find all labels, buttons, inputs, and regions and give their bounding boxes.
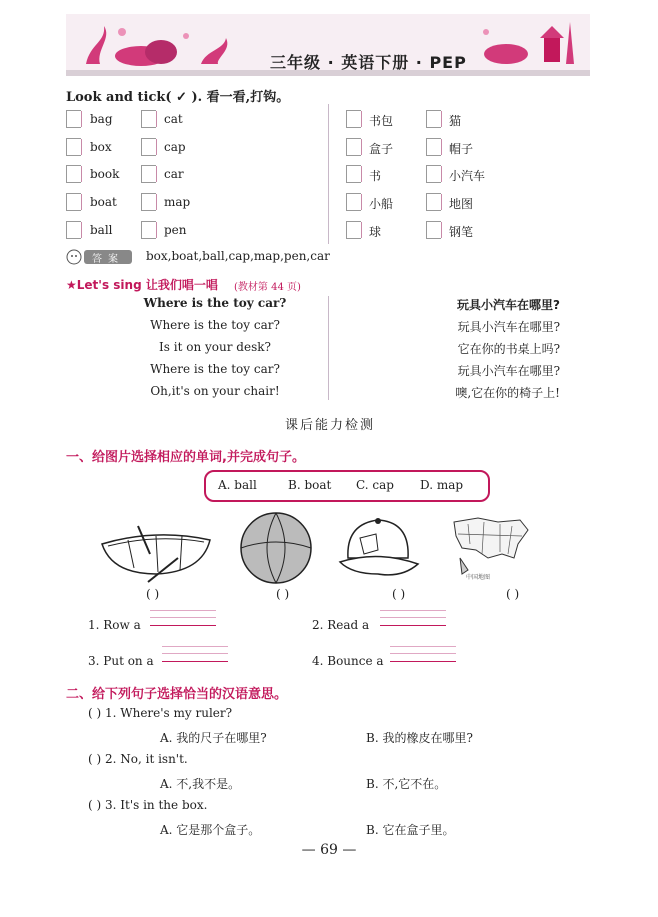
answer-bracket: ( ) bbox=[392, 587, 406, 601]
word-zh-right: 帽子 bbox=[449, 142, 474, 156]
header-title: 三年级 · 英语下册 · PEP bbox=[270, 53, 467, 72]
word-en-left: bag bbox=[90, 112, 113, 126]
word-en-left: ball bbox=[90, 223, 113, 237]
sentence-4: 4. Bounce a bbox=[312, 654, 384, 668]
word-zh-right: 地图 bbox=[449, 197, 474, 211]
tick-box[interactable] bbox=[66, 221, 81, 239]
part-two-title: 二、给下列句子选择恰当的汉语意思。 bbox=[66, 687, 288, 702]
map-caption: 中国地图 bbox=[466, 574, 491, 581]
tick-box[interactable] bbox=[426, 165, 441, 183]
song-line-zh: 玩具小汽车在哪里? bbox=[457, 320, 560, 334]
word-zh-right: 猫 bbox=[449, 114, 462, 128]
word-en-right: map bbox=[164, 195, 191, 209]
tick-box[interactable] bbox=[346, 138, 361, 156]
section-title: 课后能力检测 bbox=[285, 418, 376, 433]
sing-textbook-ref: (教材第 44 页) bbox=[234, 282, 301, 293]
word-zh-left: 书包 bbox=[369, 114, 394, 128]
song-line-zh: 它在你的书桌上吗? bbox=[457, 342, 560, 356]
tick-box[interactable] bbox=[66, 110, 81, 128]
writing-blank[interactable] bbox=[162, 646, 228, 662]
tick-box[interactable] bbox=[141, 165, 156, 183]
song-line-en: Oh,it's on your chair! bbox=[150, 384, 280, 398]
sing-title: ★Let's sing 让我们唱一唱 bbox=[66, 278, 218, 292]
sentence-3: 3. Put on a bbox=[88, 654, 154, 668]
choice-2b: B. 不,它不在。 bbox=[366, 777, 447, 791]
choice-3a: A. 它是那个盒子。 bbox=[160, 823, 261, 837]
choice-3b: B. 它在盒子里。 bbox=[366, 823, 455, 837]
word-zh-right: 钢笔 bbox=[449, 225, 474, 239]
question-3: ( ) 3. It's in the box. bbox=[88, 798, 208, 812]
word-zh-left: 盒子 bbox=[369, 142, 394, 156]
tick-box[interactable] bbox=[426, 193, 441, 211]
tick-box[interactable] bbox=[346, 221, 361, 239]
question-1: ( ) 1. Where's my ruler? bbox=[88, 706, 233, 720]
song-line-en: Where is the toy car? bbox=[150, 362, 280, 376]
cap-picture bbox=[338, 514, 420, 582]
word-en-right: cat bbox=[164, 112, 183, 126]
word-en-right: car bbox=[164, 167, 184, 181]
song-line-en: Is it on your desk? bbox=[159, 340, 271, 354]
sentence-1: 1. Row a bbox=[88, 618, 141, 632]
word-zh-left: 小船 bbox=[369, 197, 394, 211]
answer-bracket: ( ) bbox=[506, 587, 520, 601]
tick-box[interactable] bbox=[141, 138, 156, 156]
tick-box[interactable] bbox=[141, 221, 156, 239]
column-divider bbox=[328, 104, 329, 244]
word-en-right: pen bbox=[164, 223, 187, 237]
choice-1a: A. 我的尺子在哪里? bbox=[160, 731, 267, 745]
song-title-en: Where is the toy car? bbox=[143, 296, 287, 310]
tick-box[interactable] bbox=[426, 221, 441, 239]
tick-box[interactable] bbox=[66, 138, 81, 156]
word-zh-right: 小汽车 bbox=[449, 169, 486, 183]
word-en-left: box bbox=[90, 140, 112, 154]
ball-picture bbox=[238, 510, 314, 586]
tick-box[interactable] bbox=[346, 193, 361, 211]
map-picture bbox=[448, 514, 534, 580]
question-2: ( ) 2. No, it isn't. bbox=[88, 752, 188, 766]
choice-1b: B. 我的橡皮在哪里? bbox=[366, 731, 473, 745]
answer-bracket: ( ) bbox=[146, 587, 160, 601]
song-title-zh: 玩具小汽车在哪里? bbox=[457, 298, 560, 312]
song-line-zh: 玩具小汽车在哪里? bbox=[457, 364, 560, 378]
page-number: — 69 — bbox=[301, 842, 357, 858]
writing-blank[interactable] bbox=[390, 646, 456, 662]
word-zh-left: 书 bbox=[369, 169, 382, 183]
choice-2a: A. 不,我不是。 bbox=[160, 777, 241, 791]
option-d: D. map bbox=[420, 478, 464, 492]
option-c: C. cap bbox=[356, 478, 394, 492]
part-one-title: 一、给图片选择相应的单词,并完成句子。 bbox=[66, 450, 305, 465]
tick-box[interactable] bbox=[66, 193, 81, 211]
song-line-zh: 噢,它在你的椅子上! bbox=[455, 386, 560, 400]
tick-box[interactable] bbox=[426, 138, 441, 156]
song-divider bbox=[328, 296, 329, 400]
word-en-left: boat bbox=[90, 195, 117, 209]
answer-text: box,boat,ball,cap,map,pen,car bbox=[146, 249, 330, 263]
tick-box[interactable] bbox=[346, 165, 361, 183]
answer-label: 答案 bbox=[92, 254, 124, 265]
word-zh-left: 球 bbox=[369, 225, 382, 239]
tick-box[interactable] bbox=[141, 193, 156, 211]
writing-blank[interactable] bbox=[150, 610, 216, 626]
answer-bracket: ( ) bbox=[276, 587, 290, 601]
word-en-left: book bbox=[90, 167, 120, 181]
sentence-2: 2. Read a bbox=[312, 618, 370, 632]
look-and-tick-title: Look and tick( ✓ ). 看一看,打钩。 bbox=[66, 90, 290, 105]
option-a: A. ball bbox=[218, 478, 257, 492]
song-line-en: Where is the toy car? bbox=[150, 318, 280, 332]
tick-box[interactable] bbox=[346, 110, 361, 128]
tick-box[interactable] bbox=[426, 110, 441, 128]
option-b: B. boat bbox=[288, 478, 332, 492]
tick-box[interactable] bbox=[66, 165, 81, 183]
tick-box[interactable] bbox=[141, 110, 156, 128]
writing-blank[interactable] bbox=[380, 610, 446, 626]
boat-picture bbox=[98, 524, 214, 584]
word-en-right: cap bbox=[164, 140, 186, 154]
